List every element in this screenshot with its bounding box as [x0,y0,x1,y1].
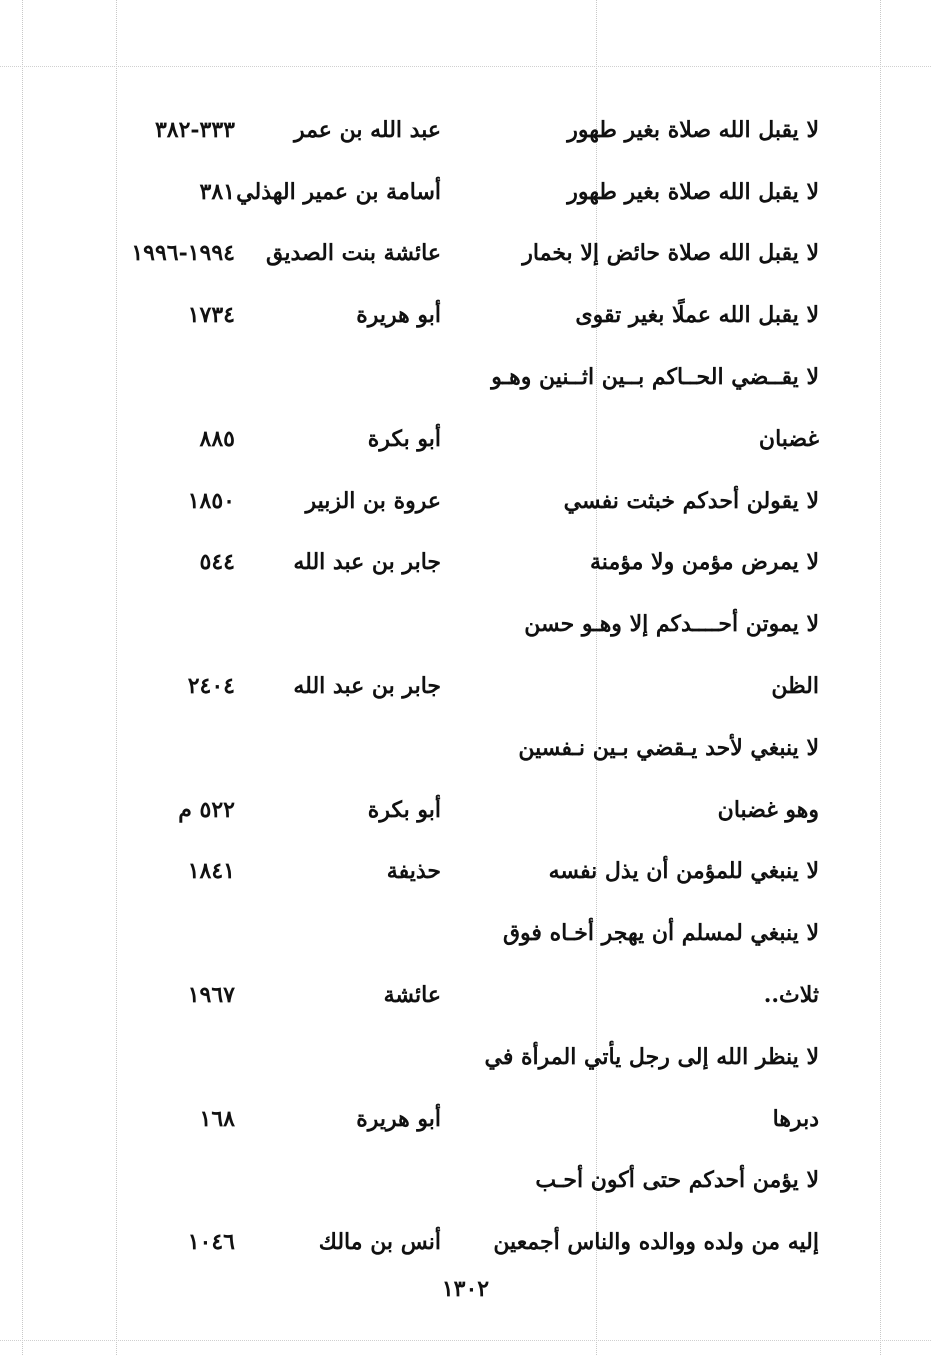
narrator-name: أسامة بن عمير الهذلي [236,178,441,205]
hadith-text: لا يقبل الله عملًا بغير تقوى [575,302,819,329]
index-row [0,779,931,841]
index-row [0,717,931,779]
narrator-name: أبو هريرة [356,302,441,329]
hadith-text: الظن [771,673,819,700]
hadith-text: لا يقولن أحدكم خبثت نفسي [563,487,819,514]
index-row [0,408,931,470]
page-ref: ١٨٥٠ [187,487,235,514]
narrator-name: عبد الله بن عمر [293,116,441,143]
hadith-text: غضبان [758,425,819,452]
index-row [0,902,931,964]
index-row [0,655,931,717]
page-ref: ١٦٨ [199,1105,235,1132]
index-row [0,964,931,1026]
hadith-text: وهو غضبان [717,796,819,823]
hadith-text: لا يموتن أحــــدكم إلا وهـو حسن [524,611,819,638]
index-row [0,532,931,594]
narrator-name: أنس بن مالك [318,1229,441,1256]
page-ref: ٥٤٤ [199,549,235,576]
index-row [0,284,931,346]
hadith-text: لا يقبل الله صلاة بغير طهور [567,178,819,205]
page-ref: ٨٨٥ [199,425,235,452]
index-row [0,1088,931,1150]
page-ref: ١٧٣٤ [187,302,235,329]
hadith-text: لا ينظر الله إلى رجل يأتي المرأة في [484,1043,819,1070]
hadith-text: ثلاث.. [763,982,819,1009]
index-row [0,223,931,285]
index-row [0,346,931,408]
hadith-text: لا يمرض مؤمن ولا مؤمنة [590,549,819,576]
narrator-name: عائشة بنت الصديق [266,240,441,267]
page-ref: ١٠٤٦ [187,1229,235,1256]
narrator-name: حذيفة [386,858,441,885]
index-row [0,593,931,655]
page-number: ١٣٠٢ [441,1276,490,1302]
narrator-name: أبو بكرة [367,425,441,452]
narrator-name: عروة بن الزبير [305,487,441,514]
narrator-name: عائشة [383,982,441,1009]
index-row [0,841,931,903]
index-row [0,99,931,161]
narrator-name: أبو هريرة [356,1105,441,1132]
hadith-text: لا ينبغي للمؤمن أن يذل نفسه [548,858,819,885]
hadith-text: دبرها [772,1105,819,1132]
page-ref: ٢٤٠٤ [187,673,235,700]
hadith-text: لا يؤمن أحدكم حتى أكون أحـب [535,1167,819,1194]
hadith-text: إليه من ولده ووالده والناس أجمعين [493,1229,819,1256]
page-ref: ١٩٦٧ [187,982,235,1009]
hadith-text: لا يقــضي الحــاكم بــين اثــنين وهـو [491,364,819,391]
page-ref: ١٩٩٤-١٩٩٦ [131,240,235,267]
hadith-text: لا ينبغي لمسلم أن يهجر أخـاه فوق [502,920,819,947]
hadith-text: لا يقبل الله صلاة حائض إلا بخمار [522,240,819,267]
index-row [0,1150,931,1212]
index-row [0,470,931,532]
index-row [0,161,931,223]
narrator-name: أبو بكرة [367,796,441,823]
index-entries [0,99,931,1273]
narrator-name: جابر بن عبد الله [293,673,441,700]
index-row [0,1211,931,1273]
index-row [0,1026,931,1088]
page-ref: ٣٣٣-٣٨٢ [154,116,235,143]
narrator-name: جابر بن عبد الله [293,549,441,576]
hadith-text: لا يقبل الله صلاة بغير طهور [567,116,819,143]
page-ref: ١٨٤١ [187,858,235,885]
page-ref: ٥٢٢ م [178,796,235,823]
page-ref: ٣٨١ [199,178,235,205]
scan-artifact-line [0,1340,931,1341]
scan-artifact-line [0,66,931,67]
hadith-text: لا ينبغي لأحد يـقضي بـين نـفسين [518,734,819,761]
